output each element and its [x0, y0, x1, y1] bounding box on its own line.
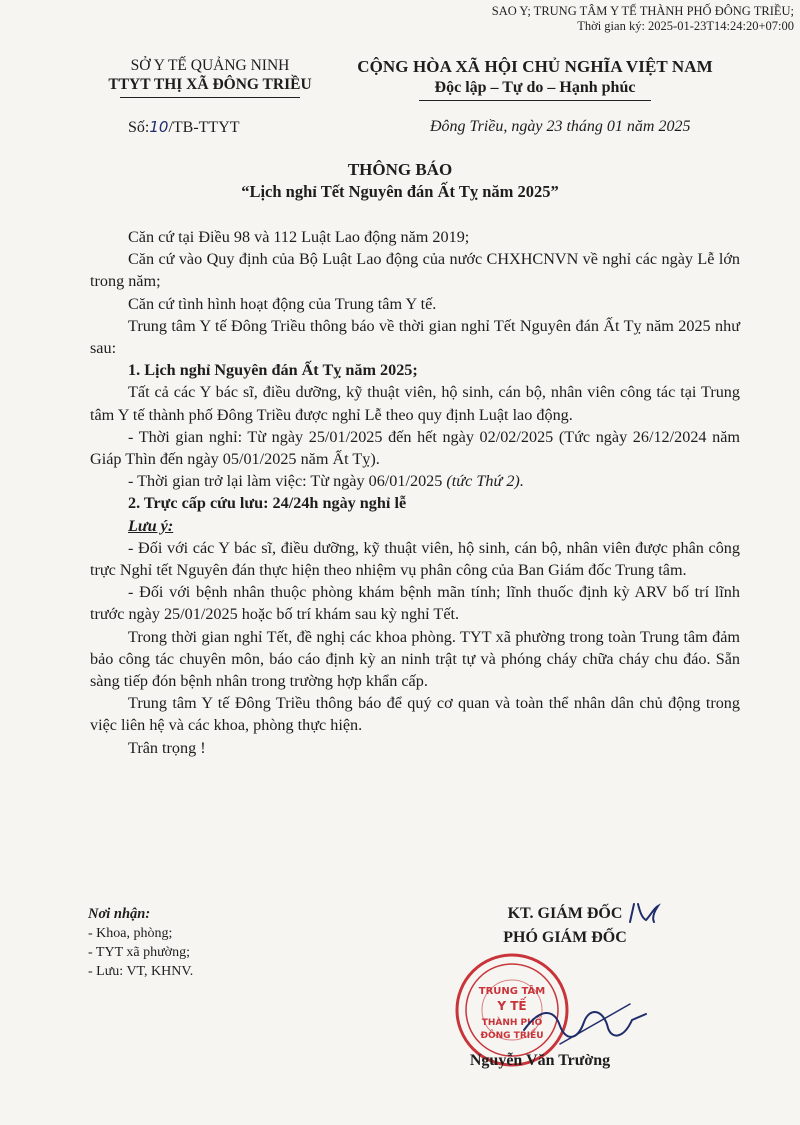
- national-header: [330, 57, 740, 101]
- recipients-label: Nơi nhận:: [88, 906, 151, 922]
- section-2-title: 2. Trực cấp cứu lưu: 24/24h ngày nghỉ lễ: [128, 494, 407, 513]
- certified-copy-line1: SAO Y; TRUNG TÂM Y TẾ THÀNH PHỐ ĐÔNG TRIỀU;: [491, 4, 794, 18]
- certified-copy-stamp: [492, 4, 794, 34]
- section-1-paragraph-1: Tất cả các Y bác sĩ, điều dưỡng, kỹ thuật viên, hộ sinh, cán bộ, nhân viên công tác tại Trung tâm Y tế thành phố Đông Triều được nghỉ Lễ theo quy định Luật lao động.: [90, 383, 740, 424]
- document-number: [128, 118, 240, 137]
- initial-mark-icon: [624, 898, 664, 928]
- motto-underline: [419, 100, 651, 101]
- seal-text-top: TRUNG TÂM: [478, 986, 546, 997]
- basis-1: Căn cứ tại Điều 98 và 112 Luật Lao động năm 2019;: [128, 228, 470, 246]
- seal-text-bottom2: ĐÔNG TRIỀU: [480, 1031, 544, 1041]
- agency-header: [70, 57, 350, 98]
- intro-paragraph: Trung tâm Y tế Đông Triều thông báo về thời gian nghỉ Tết Nguyên đán Ất Tỵ năm 2025 như sau:: [90, 316, 740, 358]
- return-date-weekday: (tức Thứ 2).: [446, 472, 524, 491]
- recipient-item: - Khoa, phòng;: [88, 926, 173, 941]
- title-subject: “Lịch nghỉ Tết Nguyên đán Ất Tỵ năm 2025”: [241, 182, 559, 201]
- document-body: [90, 226, 740, 759]
- signature-line-1: KT. GIÁM ĐỐC: [507, 905, 623, 922]
- duty-paragraph: Trong thời gian nghỉ Tết, đề nghị các khoa phòng. TYT xã phường trong toàn Trung tâm đảm bảo công tác chuyên môn, báo cáo định kỳ an ninh trật tự và phóng cháy chữa cháy chu đáo. Sẵn sàng tiếp đón bệnh nhân trong trường hợp khẩn cấp.: [90, 627, 740, 691]
- closing-line: Trân trọng !: [128, 738, 206, 757]
- recipients-block: [88, 905, 193, 981]
- recipient-item: - TYT xã phường;: [88, 945, 190, 960]
- section-1-paragraph-3: [90, 470, 740, 492]
- note-2: - Đối với bệnh nhân thuộc phòng khám bệnh mãn tính; lĩnh thuốc định kỳ ARV bố trí lĩnh trước ngày 25/01/2025 hoặc bố trí khám sau kỳ nghỉ Tết.: [90, 583, 740, 624]
- nation-name: CỘNG HÒA XÃ HỘI CHỦ NGHĨA VIỆT NAM: [357, 57, 713, 76]
- agency-underline: [120, 97, 300, 98]
- note-label-line: [90, 515, 740, 537]
- doc-number-suffix: /TB-TTYT: [168, 119, 240, 136]
- agency-parent: SỞ Y TẾ QUẢNG NINH: [130, 57, 290, 74]
- title-type: THÔNG BÁO: [347, 160, 453, 179]
- signature-line-2: PHÓ GIÁM ĐỐC: [503, 929, 627, 946]
- document-title: [0, 160, 800, 202]
- seal-text-bottom1: THÀNH PHỐ: [481, 1018, 543, 1028]
- national-motto: Độc lập – Tự do – Hạnh phúc: [434, 79, 636, 96]
- seal-text-mid: Y TẾ: [497, 999, 527, 1013]
- note-label: Lưu ý:: [128, 516, 174, 535]
- recipient-item: - Lưu: VT, KHNV.: [88, 964, 194, 979]
- section-1-paragraph-2: - Thời gian nghỉ: Từ ngày 25/01/2025 đến hết ngày 02/02/2025 (Tức ngày 26/12/2024 năm Giáp Thìn đến ngày 05/01/2025 năm Ất Tỵ).: [90, 427, 740, 469]
- section-1-title: 1. Lịch nghỉ Nguyên đán Ất Tỵ năm 2025;: [128, 361, 418, 380]
- signer-name: Nguyễn Văn Trường: [469, 1052, 611, 1069]
- agency-name: TTYT THỊ XÃ ĐÔNG TRIỀU: [108, 76, 312, 93]
- doc-number-prefix: Số:: [128, 119, 150, 136]
- note-1: - Đối với các Y bác sĩ, điều dưỡng, kỹ thuật viên, hộ sinh, cán bộ, nhân viên được phân công trực Nghỉ tết Nguyên đán thực hiện theo nhiệm vụ phân công của Ban Giám đốc Trung tâm.: [90, 538, 740, 580]
- return-date-text: - Thời gian trở lại làm việc: Từ ngày 06/01/2025: [128, 472, 447, 491]
- basis-3: Căn cứ tình hình hoạt động của Trung tâm Y tế.: [128, 294, 437, 313]
- place-date: Đông Triều, ngày 23 tháng 01 năm 2025: [430, 118, 691, 135]
- notice-paragraph: Trung tâm Y tế Đông Triều thông báo để quý cơ quan và toàn thể nhân dân chủ động trong việc liên hệ và các khoa, phòng thực hiện.: [90, 694, 740, 735]
- basis-2: Căn cứ vào Quy định của Bộ Luật Lao động của nước CHXHCNVN về nghỉ các ngày Lễ lớn trong năm;: [90, 250, 740, 291]
- handwritten-signature-icon: [520, 1000, 650, 1050]
- certified-copy-line2: Thời gian ký: 2025-01-23T14:24:20+07:00: [577, 19, 794, 33]
- doc-number-handwritten: 10: [149, 118, 169, 136]
